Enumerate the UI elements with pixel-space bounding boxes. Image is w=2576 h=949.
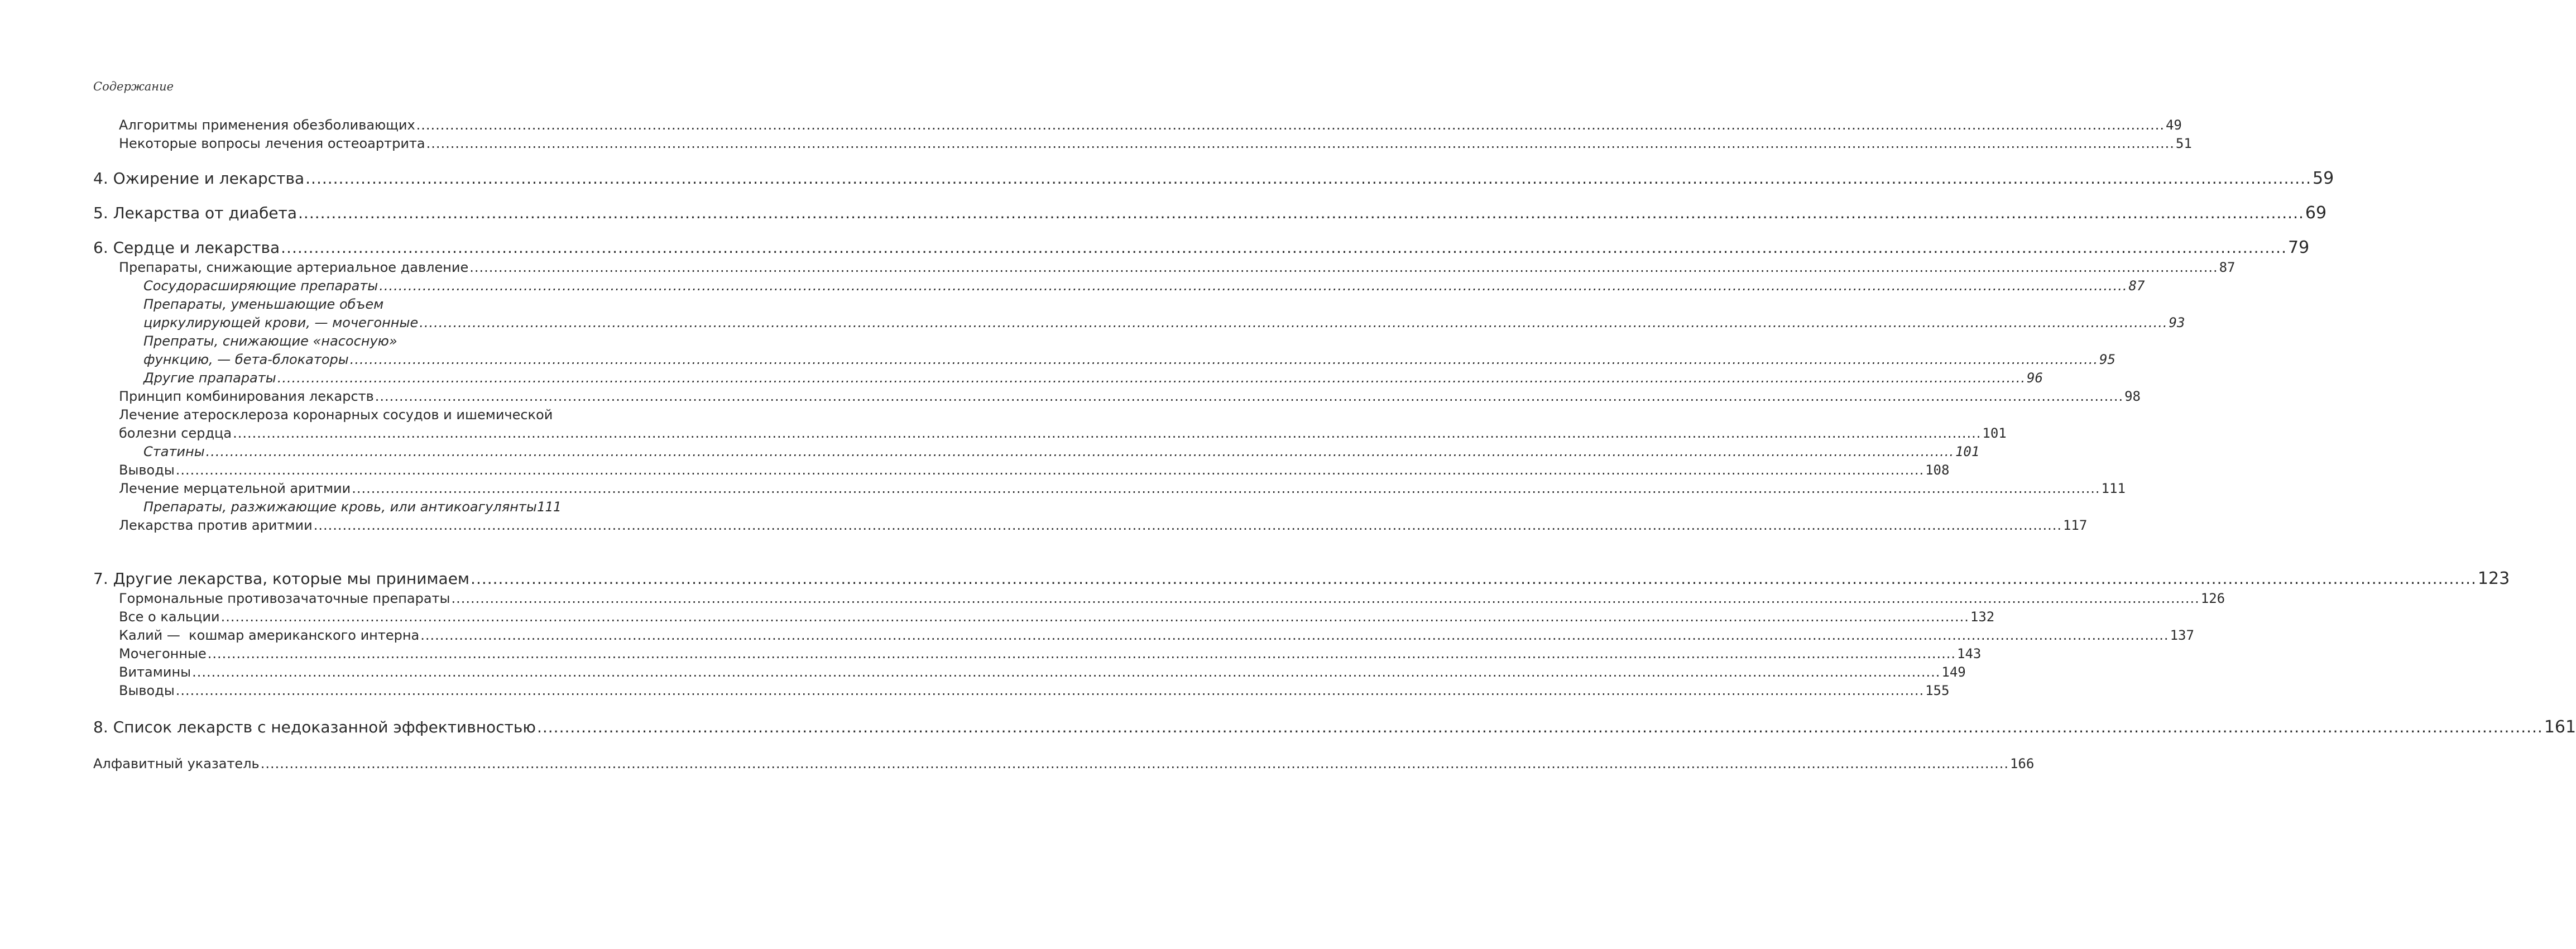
- toc-page-number: 93: [2169, 315, 2185, 330]
- toc-entry-title: Некоторые вопросы лечения остеоартрита: [119, 136, 425, 151]
- toc-entry[interactable]: [93, 589, 2225, 608]
- toc-page-number: 132: [1970, 609, 1995, 625]
- toc-entry-title: Алгоритмы применения обезболивающих: [119, 117, 415, 133]
- toc-entry[interactable]: [93, 480, 2126, 498]
- toc-entry[interactable]: [93, 258, 2236, 277]
- leader-dots: [379, 277, 2127, 295]
- leader-dots: [375, 387, 2123, 406]
- toc-entry-title: Выводы: [119, 462, 175, 478]
- leader-dots: [537, 717, 2543, 738]
- leader-dots: [208, 645, 1956, 663]
- toc-entry[interactable]: [93, 135, 2192, 153]
- leader-dots: [352, 480, 2100, 498]
- toc-page-number: 155: [1925, 683, 1950, 698]
- leader-dots: [192, 663, 1940, 682]
- toc-entry-title: Препараты, разжижающие кровь, или антикоагулянты: [143, 499, 537, 515]
- leader-dots: [469, 258, 2218, 277]
- leader-dots: [233, 424, 1981, 443]
- toc-entry-title-line: Препраты, снижающие «насосную»: [143, 333, 397, 349]
- toc-page-number: 108: [1925, 462, 1950, 478]
- toc-page-number: 96: [2027, 370, 2043, 386]
- toc-entry[interactable]: [93, 516, 2088, 535]
- toc-entry-title: Гормональные противозачаточные препараты: [119, 591, 450, 606]
- toc-chapter[interactable]: [93, 717, 2576, 738]
- toc-entry-title: функцию, — бета-блокаторы: [143, 352, 349, 367]
- toc-page-number: 101: [1955, 444, 1980, 459]
- leader-dots: [416, 116, 2165, 135]
- toc-page-number: 111: [536, 499, 562, 515]
- toc-page-number: 117: [2062, 517, 2088, 533]
- toc-page-number: 49: [2165, 117, 2182, 133]
- toc-entry-title: болезни сердца: [119, 425, 232, 441]
- toc-entry-title: Принцип комбинирования лекарств: [119, 389, 374, 404]
- toc-page-number: 59: [2312, 169, 2334, 188]
- toc-entry-title: Мочегонные: [119, 646, 207, 662]
- toc-page-number: 143: [1957, 646, 1982, 662]
- toc-page-number: 149: [1941, 664, 1966, 680]
- toc-subentry[interactable]: [93, 443, 1980, 461]
- leader-dots: [420, 626, 2169, 645]
- toc-page-number: 166: [2009, 756, 2035, 771]
- leader-dots: [281, 237, 2287, 258]
- toc-entry[interactable]: [93, 424, 2007, 443]
- toc-chapter[interactable]: [93, 237, 2310, 258]
- leader-dots: [176, 461, 1924, 480]
- leader-dots: [471, 568, 2477, 589]
- toc-page-number: 123: [2477, 569, 2510, 588]
- toc-page-number: 95: [2099, 352, 2116, 367]
- toc-entry[interactable]: [93, 645, 1982, 663]
- toc-entry[interactable]: [93, 116, 2182, 135]
- toc-entry-title: циркулирующей крови, — мочегонные: [143, 315, 419, 330]
- toc-entry-title: Алфавитный указатель: [93, 756, 260, 771]
- table-of-contents: [93, 116, 2576, 773]
- toc-entry-title: Выводы: [119, 683, 175, 698]
- toc-chapter-title: 7. Другие лекарства, которые мы принимаем: [93, 569, 470, 588]
- toc-page-number: 101: [1982, 425, 2007, 441]
- toc-entry-title: Лекарства против аритмии: [119, 517, 313, 533]
- toc-page-number: 87: [2219, 260, 2236, 275]
- toc-chapter-title: 8. Список лекарств с недоказанной эффективностью: [93, 718, 536, 736]
- leader-dots: [305, 168, 2311, 189]
- toc-subentry[interactable]: [93, 498, 562, 516]
- toc-entry-title: Другие прапараты: [143, 370, 276, 386]
- toc-chapter-title: 5. Лекарства от диабета: [93, 204, 298, 222]
- leader-dots: [298, 203, 2304, 224]
- toc-entry[interactable]: [93, 682, 1950, 700]
- leader-dots: [206, 443, 1954, 461]
- toc-page-number: 79: [2287, 238, 2310, 257]
- toc-entry[interactable]: [93, 755, 2035, 773]
- toc-page-number: 137: [2170, 627, 2194, 643]
- toc-entry[interactable]: [93, 608, 1995, 626]
- running-header: Содержание: [93, 80, 174, 93]
- toc-entry-title: Лечение мерцательной аритмии: [119, 481, 351, 496]
- leader-dots: [451, 589, 2199, 608]
- toc-entry-title: Витамины: [119, 664, 191, 680]
- toc-entry-title: Препараты, снижающие артериальное давление: [119, 260, 469, 275]
- toc-chapter[interactable]: [93, 568, 2510, 589]
- toc-entry[interactable]: [93, 461, 1950, 480]
- toc-entry-title: Сосудорасширяющие препараты: [143, 278, 378, 294]
- toc-chapter[interactable]: [93, 168, 2334, 189]
- toc-page-number: 69: [2305, 203, 2327, 223]
- leader-dots: [426, 135, 2175, 153]
- leader-dots: [350, 351, 2098, 369]
- toc-subentry[interactable]: [93, 314, 2185, 332]
- toc-page-number: 161: [2544, 717, 2576, 737]
- toc-subentry[interactable]: [93, 369, 2043, 387]
- toc-page-number: 98: [2124, 389, 2141, 404]
- toc-page-number: 87: [2128, 278, 2145, 294]
- toc-entry[interactable]: [93, 626, 2194, 645]
- leader-dots: [277, 369, 2026, 387]
- leader-dots: [176, 682, 1924, 700]
- leader-dots: [261, 755, 2009, 773]
- toc-entry-title-line: Препараты, уменьшающие объем: [143, 296, 384, 312]
- toc-chapter-title: 6. Сердце и лекарства: [93, 238, 280, 257]
- leader-dots: [221, 608, 1969, 626]
- toc-entry-title: Все о кальции: [119, 609, 220, 625]
- toc-page-number: 111: [2101, 481, 2126, 496]
- toc-page-number: 51: [2175, 136, 2192, 151]
- leader-dots: [314, 516, 2062, 535]
- toc-subentry[interactable]: [93, 277, 2145, 295]
- toc-chapter-title: 4. Ожирение и лекарства: [93, 169, 305, 188]
- toc-entry-title: Калий — кошмар американского интерна: [119, 627, 420, 643]
- leader-dots: [419, 314, 2167, 332]
- toc-entry[interactable]: [93, 387, 2141, 406]
- toc-entry-title: Статины: [143, 444, 205, 459]
- toc-entry-title-line: Лечение атеросклероза коронарных сосудов и ишемической: [119, 407, 553, 423]
- toc-subentry[interactable]: [93, 351, 2116, 369]
- toc-chapter[interactable]: [93, 203, 2327, 224]
- toc-entry[interactable]: [93, 663, 1966, 682]
- toc-page-number: 126: [2200, 591, 2225, 606]
